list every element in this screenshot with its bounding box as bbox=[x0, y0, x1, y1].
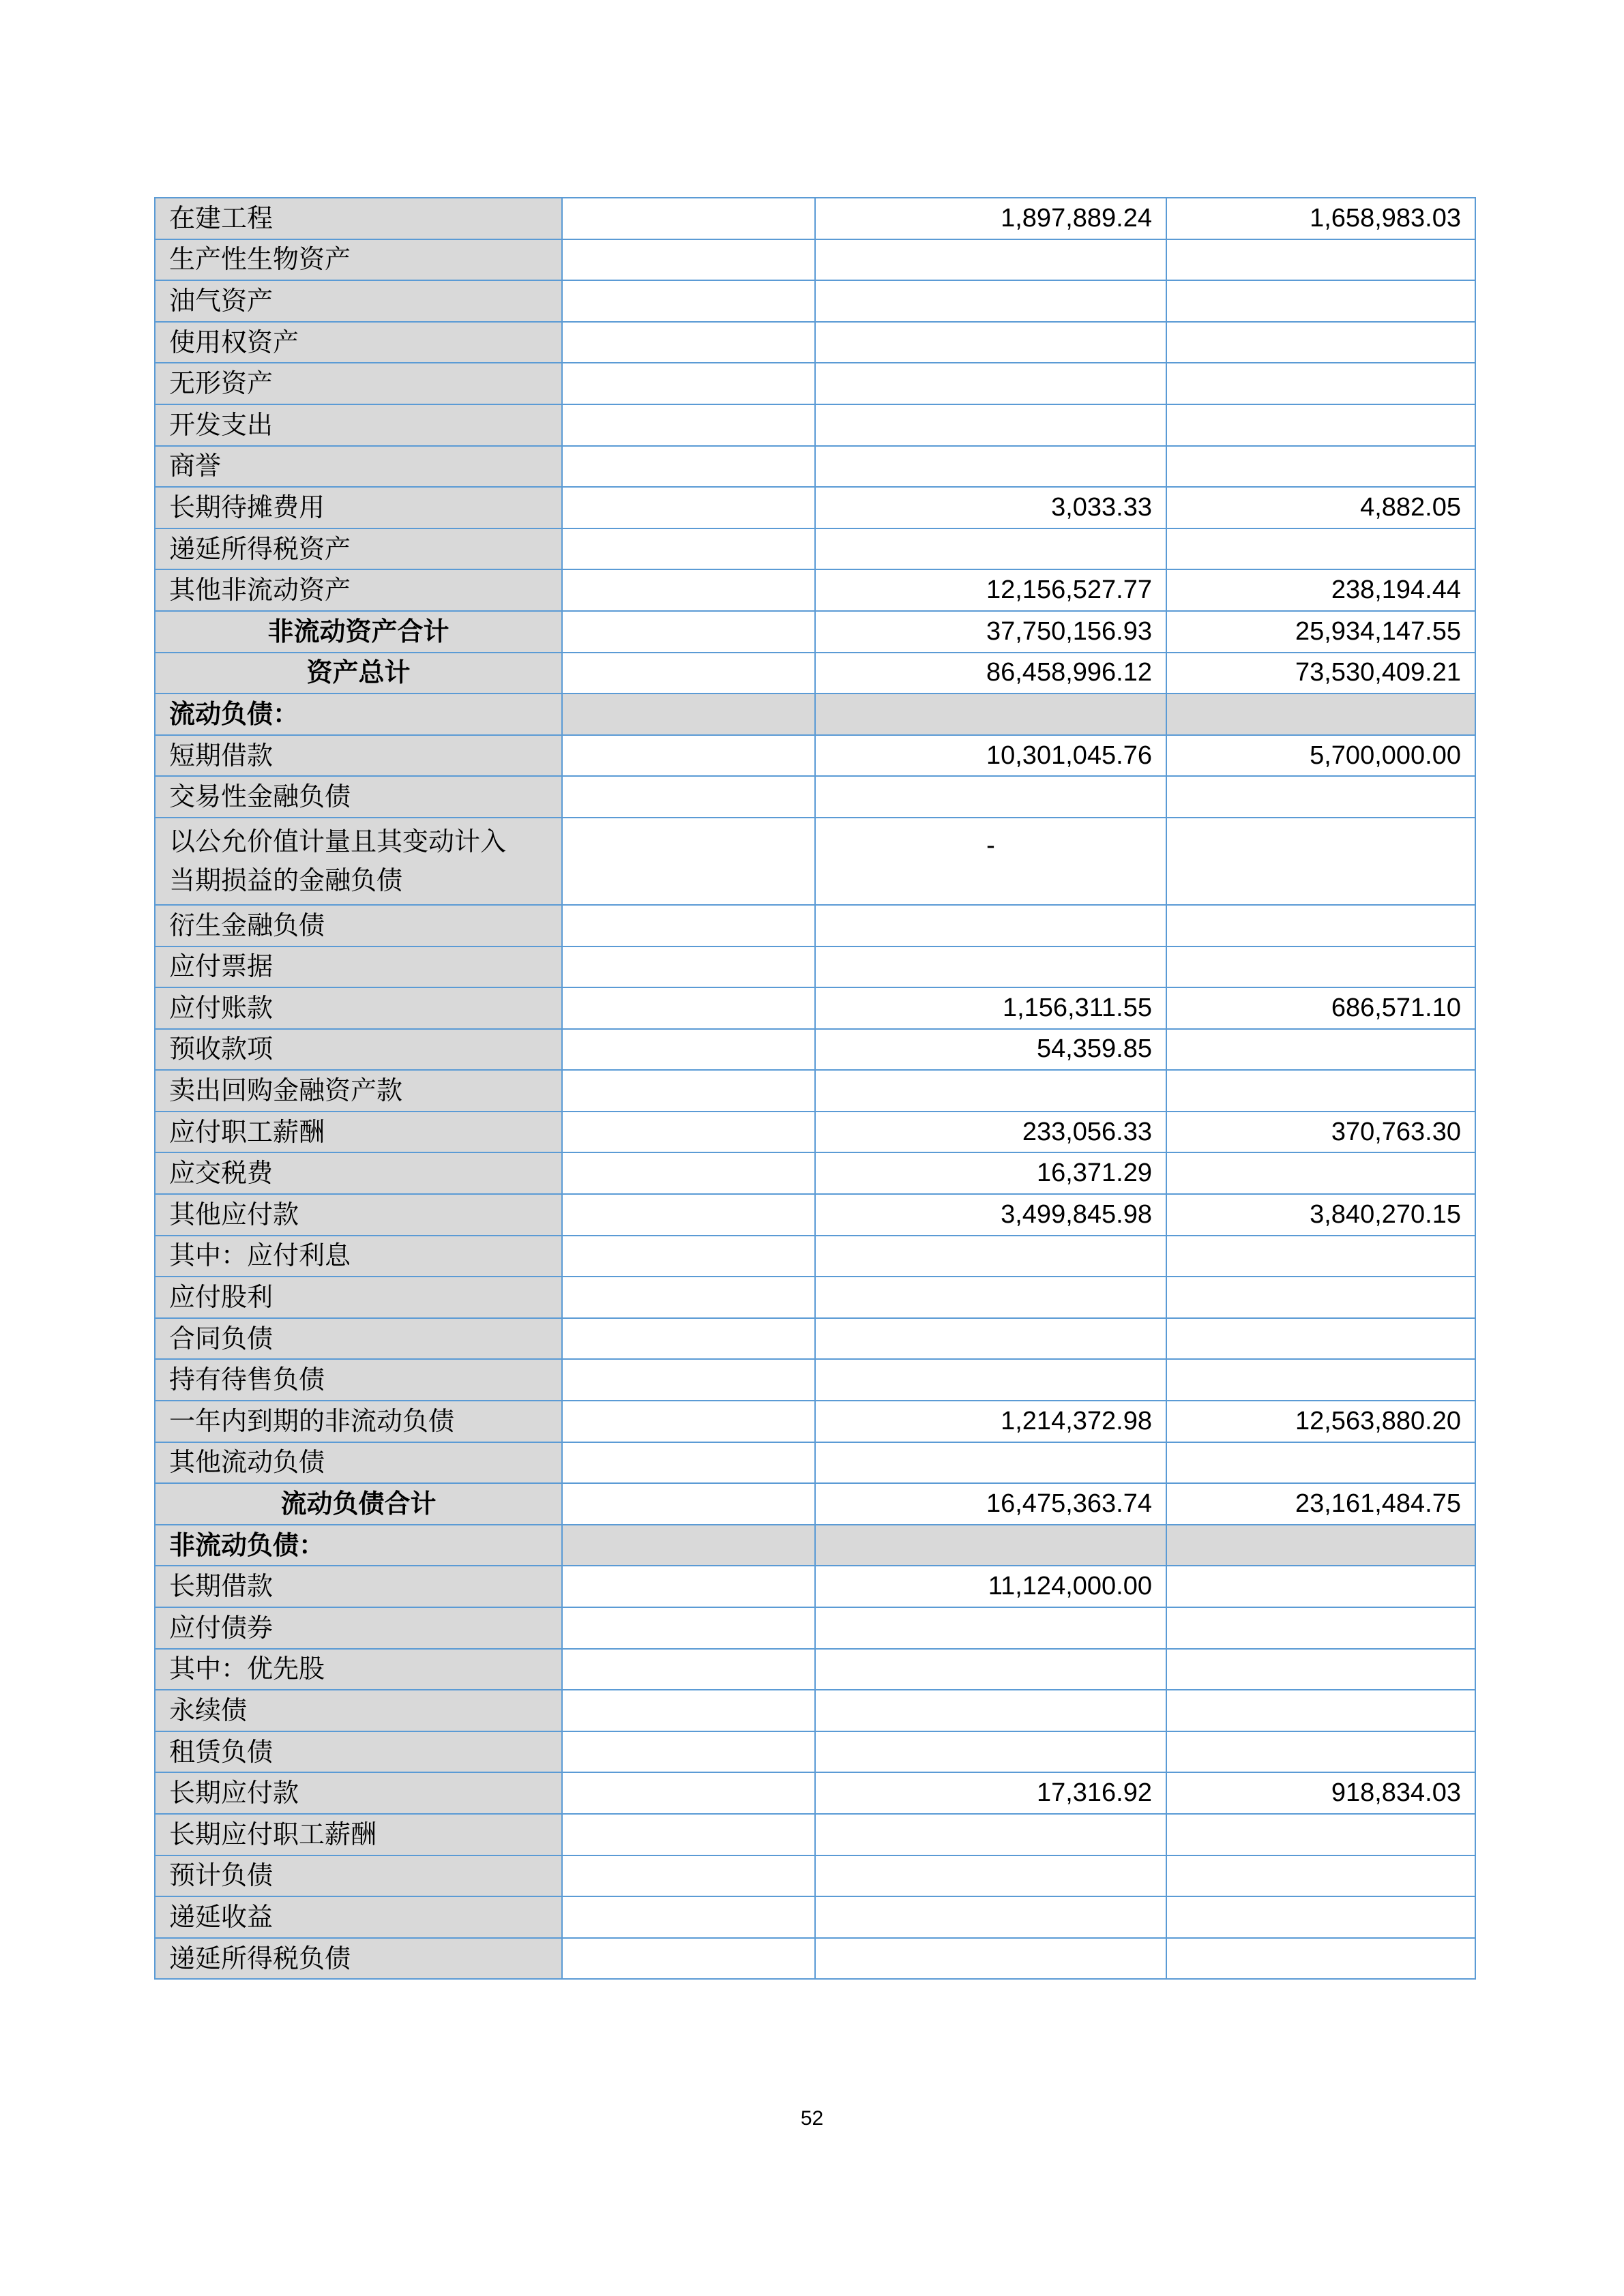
note-cell bbox=[562, 776, 815, 818]
current-value bbox=[815, 1525, 1166, 1566]
row-label: 长期待摊费用 bbox=[155, 487, 562, 528]
table-row bbox=[155, 363, 1475, 404]
prior-value bbox=[1166, 1731, 1475, 1773]
current-value bbox=[815, 1649, 1166, 1690]
row-label: 应交税费 bbox=[155, 1152, 562, 1194]
row-label: 租赁负债 bbox=[155, 1731, 562, 1773]
prior-value bbox=[1166, 1690, 1475, 1731]
note-cell bbox=[562, 528, 815, 570]
row-label: 长期应付款 bbox=[155, 1772, 562, 1814]
current-value: 3,499,845.98 bbox=[815, 1194, 1166, 1236]
row-label: 衍生金融负债 bbox=[155, 905, 562, 946]
table-row bbox=[155, 280, 1475, 322]
row-label: 应付债券 bbox=[155, 1607, 562, 1649]
note-cell bbox=[562, 1236, 815, 1277]
note-cell bbox=[562, 1318, 815, 1360]
current-value bbox=[815, 1731, 1166, 1773]
prior-value: 686,571.10 bbox=[1166, 987, 1475, 1029]
row-label: 持有待售负债 bbox=[155, 1359, 562, 1401]
prior-value: 918,834.03 bbox=[1166, 1772, 1475, 1814]
table-row bbox=[155, 1442, 1475, 1484]
row-label: 递延所得税资产 bbox=[155, 528, 562, 570]
table-row bbox=[155, 446, 1475, 488]
note-cell bbox=[562, 987, 815, 1029]
prior-value bbox=[1166, 1649, 1475, 1690]
table-row bbox=[155, 818, 1475, 905]
note-cell bbox=[562, 1070, 815, 1112]
note-cell bbox=[562, 1731, 815, 1773]
note-cell bbox=[562, 1938, 815, 1980]
current-value bbox=[815, 446, 1166, 488]
current-value bbox=[815, 776, 1166, 818]
prior-value: 370,763.30 bbox=[1166, 1112, 1475, 1153]
current-value bbox=[815, 239, 1166, 281]
table-row bbox=[155, 735, 1475, 777]
prior-value bbox=[1166, 776, 1475, 818]
note-cell bbox=[562, 1152, 815, 1194]
table-row bbox=[155, 1814, 1475, 1855]
row-label: 商誉 bbox=[155, 446, 562, 488]
table-row bbox=[155, 946, 1475, 988]
row-label: 在建工程 bbox=[155, 198, 562, 239]
note-cell bbox=[562, 1566, 815, 1607]
current-value bbox=[815, 528, 1166, 570]
note-cell bbox=[562, 569, 815, 611]
table-row bbox=[155, 1566, 1475, 1607]
note-cell bbox=[562, 446, 815, 488]
section-title: 流动负债： bbox=[155, 694, 562, 735]
note-cell bbox=[562, 1359, 815, 1401]
prior-value bbox=[1166, 1359, 1475, 1401]
row-label: 长期应付职工薪酬 bbox=[155, 1814, 562, 1855]
current-value: 17,316.92 bbox=[815, 1772, 1166, 1814]
table-row bbox=[155, 1070, 1475, 1112]
table-row bbox=[155, 528, 1475, 570]
row-label: 交易性金融负债 bbox=[155, 776, 562, 818]
prior-value bbox=[1166, 1277, 1475, 1318]
note-cell bbox=[562, 1401, 815, 1442]
note-cell bbox=[562, 239, 815, 281]
current-value: - bbox=[815, 818, 1166, 905]
table-row bbox=[155, 1690, 1475, 1731]
note-cell bbox=[562, 1772, 815, 1814]
prior-value: 1,658,983.03 bbox=[1166, 198, 1475, 239]
note-cell bbox=[562, 1029, 815, 1071]
prior-value bbox=[1166, 446, 1475, 488]
note-cell bbox=[562, 735, 815, 777]
current-value bbox=[815, 322, 1166, 363]
prior-value: 23,161,484.75 bbox=[1166, 1483, 1475, 1525]
row-label: 无形资产 bbox=[155, 363, 562, 404]
prior-value bbox=[1166, 905, 1475, 946]
row-label: 长期借款 bbox=[155, 1566, 562, 1607]
current-value bbox=[815, 1442, 1166, 1484]
row-label: 永续债 bbox=[155, 1690, 562, 1731]
prior-value bbox=[1166, 1318, 1475, 1360]
row-label: 非流动资产合计 bbox=[155, 611, 562, 653]
table-row bbox=[155, 1896, 1475, 1938]
current-value: 16,371.29 bbox=[815, 1152, 1166, 1194]
table-row bbox=[155, 1277, 1475, 1318]
current-value: 3,033.33 bbox=[815, 487, 1166, 528]
subtotal-row bbox=[155, 611, 1475, 653]
current-value: 16,475,363.74 bbox=[815, 1483, 1166, 1525]
row-label: 其他非流动资产 bbox=[155, 569, 562, 611]
note-cell bbox=[562, 1607, 815, 1649]
table-row bbox=[155, 1938, 1475, 1980]
table-row bbox=[155, 1152, 1475, 1194]
note-cell bbox=[562, 363, 815, 404]
current-value bbox=[815, 280, 1166, 322]
note-cell bbox=[562, 1896, 815, 1938]
note-cell bbox=[562, 487, 815, 528]
row-label: 卖出回购金融资产款 bbox=[155, 1070, 562, 1112]
row-label: 预收款项 bbox=[155, 1029, 562, 1071]
row-label: 递延所得税负债 bbox=[155, 1938, 562, 1980]
prior-value: 12,563,880.20 bbox=[1166, 1401, 1475, 1442]
table-row bbox=[155, 1029, 1475, 1071]
row-label: 其他应付款 bbox=[155, 1194, 562, 1236]
prior-value bbox=[1166, 1029, 1475, 1071]
prior-value: 238,194.44 bbox=[1166, 569, 1475, 611]
table-row bbox=[155, 1194, 1475, 1236]
row-label: 以公允价值计量且其变动计入 当期损益的金融负债 bbox=[155, 818, 562, 905]
table-row bbox=[155, 1236, 1475, 1277]
row-label: 一年内到期的非流动负债 bbox=[155, 1401, 562, 1442]
section-title: 非流动负债： bbox=[155, 1525, 562, 1566]
prior-value bbox=[1166, 818, 1475, 905]
note-cell bbox=[562, 1194, 815, 1236]
row-label: 油气资产 bbox=[155, 280, 562, 322]
current-value bbox=[815, 1855, 1166, 1897]
page-number: 52 bbox=[800, 2107, 824, 2130]
current-value: 37,750,156.93 bbox=[815, 611, 1166, 653]
section-header-row bbox=[155, 694, 1475, 735]
prior-value: 5,700,000.00 bbox=[1166, 735, 1475, 777]
row-label: 使用权资产 bbox=[155, 322, 562, 363]
prior-value bbox=[1166, 1442, 1475, 1484]
prior-value bbox=[1166, 1896, 1475, 1938]
current-value bbox=[815, 1690, 1166, 1731]
row-label: 其他流动负债 bbox=[155, 1442, 562, 1484]
table-row bbox=[155, 987, 1475, 1029]
prior-value bbox=[1166, 1525, 1475, 1566]
note-cell bbox=[562, 1442, 815, 1484]
current-value bbox=[815, 694, 1166, 735]
table-row bbox=[155, 776, 1475, 818]
row-label: 递延收益 bbox=[155, 1896, 562, 1938]
note-cell bbox=[562, 198, 815, 239]
section-header-row bbox=[155, 1525, 1475, 1566]
prior-value bbox=[1166, 239, 1475, 281]
prior-value: 4,882.05 bbox=[1166, 487, 1475, 528]
note-cell bbox=[562, 322, 815, 363]
prior-value bbox=[1166, 1855, 1475, 1897]
table-row bbox=[155, 1112, 1475, 1153]
note-cell bbox=[562, 1483, 815, 1525]
row-label: 应付账款 bbox=[155, 987, 562, 1029]
row-label: 短期借款 bbox=[155, 735, 562, 777]
balance-sheet-table bbox=[154, 197, 1476, 1980]
note-cell bbox=[562, 611, 815, 653]
prior-value bbox=[1166, 1938, 1475, 1980]
note-cell bbox=[562, 818, 815, 905]
current-value bbox=[815, 404, 1166, 446]
current-value bbox=[815, 1359, 1166, 1401]
prior-value bbox=[1166, 528, 1475, 570]
prior-value bbox=[1166, 322, 1475, 363]
current-value: 11,124,000.00 bbox=[815, 1566, 1166, 1607]
current-value: 10,301,045.76 bbox=[815, 735, 1166, 777]
prior-value bbox=[1166, 363, 1475, 404]
note-cell bbox=[562, 653, 815, 694]
current-value bbox=[815, 1896, 1166, 1938]
table-row bbox=[155, 239, 1475, 281]
prior-value: 25,934,147.55 bbox=[1166, 611, 1475, 653]
current-value: 233,056.33 bbox=[815, 1112, 1166, 1153]
note-cell bbox=[562, 1690, 815, 1731]
current-value bbox=[815, 1938, 1166, 1980]
row-label: 资产总计 bbox=[155, 653, 562, 694]
current-value bbox=[815, 1236, 1166, 1277]
note-cell bbox=[562, 1814, 815, 1855]
row-label: 合同负债 bbox=[155, 1318, 562, 1360]
note-cell bbox=[562, 905, 815, 946]
current-value bbox=[815, 1607, 1166, 1649]
current-value: 1,897,889.24 bbox=[815, 198, 1166, 239]
prior-value bbox=[1166, 404, 1475, 446]
table-row bbox=[155, 1855, 1475, 1897]
subtotal-row bbox=[155, 1483, 1475, 1525]
prior-value bbox=[1166, 280, 1475, 322]
current-value: 54,359.85 bbox=[815, 1029, 1166, 1071]
table-row bbox=[155, 905, 1475, 946]
current-value bbox=[815, 1277, 1166, 1318]
note-cell bbox=[562, 280, 815, 322]
note-cell bbox=[562, 1525, 815, 1566]
table-row bbox=[155, 198, 1475, 239]
row-label: 应付股利 bbox=[155, 1277, 562, 1318]
row-label: 生产性生物资产 bbox=[155, 239, 562, 281]
table-row bbox=[155, 569, 1475, 611]
row-label: 其中：应付利息 bbox=[155, 1236, 562, 1277]
current-value bbox=[815, 1814, 1166, 1855]
table-row bbox=[155, 1607, 1475, 1649]
current-value bbox=[815, 905, 1166, 946]
row-label: 应付职工薪酬 bbox=[155, 1112, 562, 1153]
table-row bbox=[155, 1649, 1475, 1690]
note-cell bbox=[562, 1277, 815, 1318]
prior-value bbox=[1166, 694, 1475, 735]
current-value: 1,214,372.98 bbox=[815, 1401, 1166, 1442]
current-value bbox=[815, 1070, 1166, 1112]
prior-value: 73,530,409.21 bbox=[1166, 653, 1475, 694]
table-row bbox=[155, 1401, 1475, 1442]
table-row bbox=[155, 1318, 1475, 1360]
prior-value bbox=[1166, 1152, 1475, 1194]
row-label: 预计负债 bbox=[155, 1855, 562, 1897]
note-cell bbox=[562, 1649, 815, 1690]
table-row bbox=[155, 322, 1475, 363]
note-cell bbox=[562, 1112, 815, 1153]
prior-value bbox=[1166, 1566, 1475, 1607]
table-row bbox=[155, 1359, 1475, 1401]
note-cell bbox=[562, 694, 815, 735]
current-value bbox=[815, 946, 1166, 988]
note-cell bbox=[562, 946, 815, 988]
current-value bbox=[815, 1318, 1166, 1360]
prior-value bbox=[1166, 1236, 1475, 1277]
row-label: 应付票据 bbox=[155, 946, 562, 988]
prior-value: 3,840,270.15 bbox=[1166, 1194, 1475, 1236]
prior-value bbox=[1166, 1607, 1475, 1649]
current-value: 12,156,527.77 bbox=[815, 569, 1166, 611]
note-cell bbox=[562, 1855, 815, 1897]
row-label: 流动负债合计 bbox=[155, 1483, 562, 1525]
row-label: 开发支出 bbox=[155, 404, 562, 446]
prior-value bbox=[1166, 1070, 1475, 1112]
prior-value bbox=[1166, 1814, 1475, 1855]
total-row bbox=[155, 653, 1475, 694]
table-row bbox=[155, 487, 1475, 528]
note-cell bbox=[562, 404, 815, 446]
current-value bbox=[815, 363, 1166, 404]
prior-value bbox=[1166, 946, 1475, 988]
table-row bbox=[155, 1731, 1475, 1773]
current-value: 86,458,996.12 bbox=[815, 653, 1166, 694]
row-label: 其中：优先股 bbox=[155, 1649, 562, 1690]
table-row bbox=[155, 404, 1475, 446]
current-value: 1,156,311.55 bbox=[815, 987, 1166, 1029]
table-row bbox=[155, 1772, 1475, 1814]
